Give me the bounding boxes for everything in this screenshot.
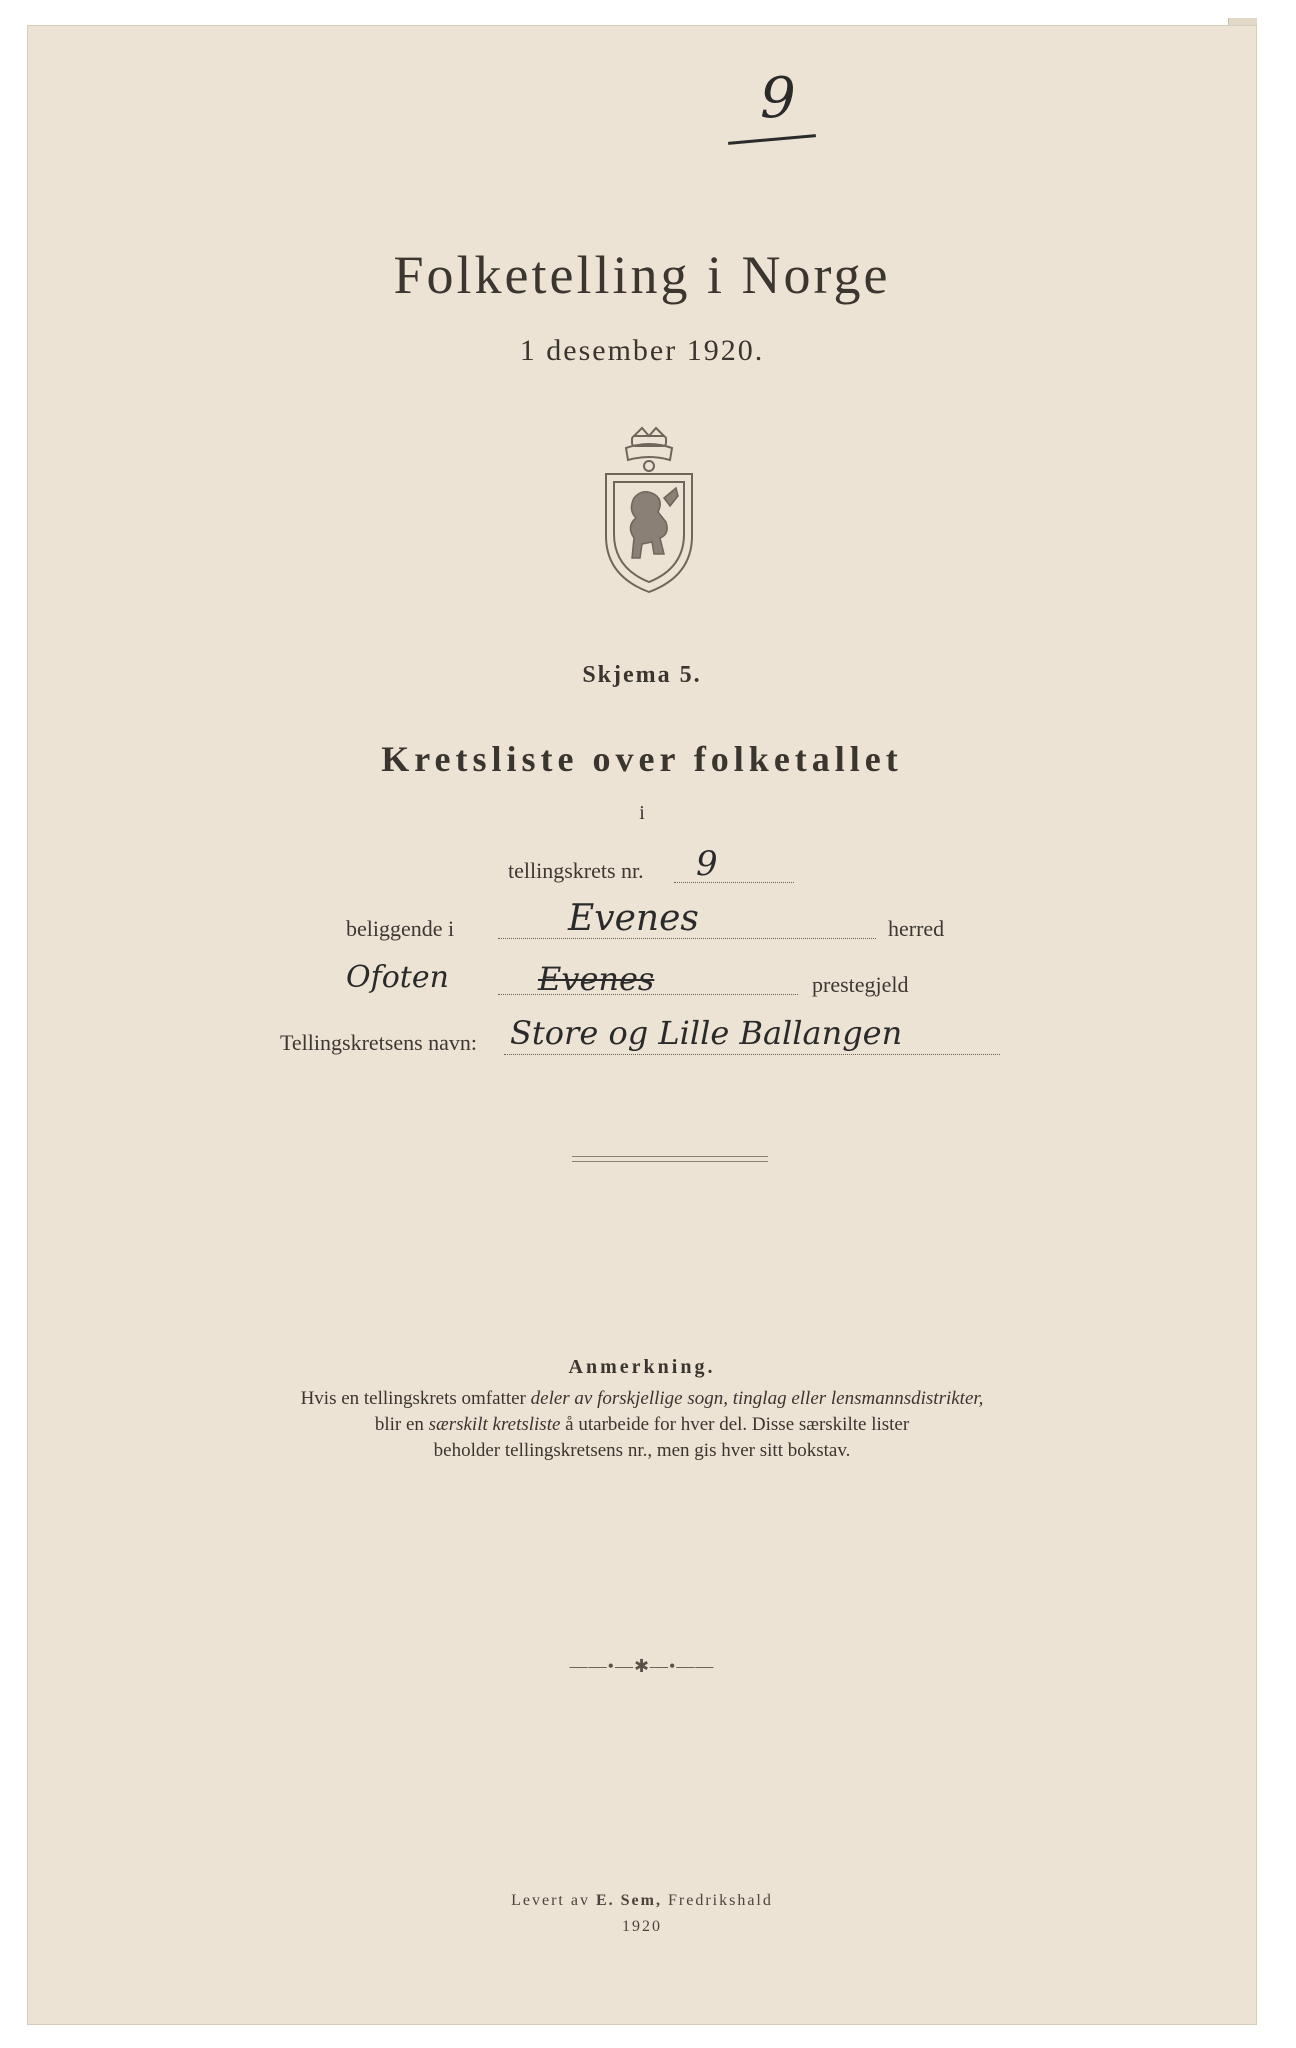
krets-name-label: Tellingskretsens navn: xyxy=(280,1030,478,1055)
norwegian-coat-of-arms-icon xyxy=(594,426,704,596)
census-date: 1 desember 1920. xyxy=(519,334,765,367)
krets-number-label: tellingskrets nr. xyxy=(508,858,644,883)
document-title: Folketelling i Norge xyxy=(393,245,891,305)
ornament-divider: ——•—✱—•—— xyxy=(569,1656,715,1676)
note-line-2 xyxy=(28,1412,1256,1438)
herred-value: Evenes xyxy=(568,898,699,939)
prestegjeld-prefix: Ofoten xyxy=(346,960,449,995)
note-line-1 xyxy=(28,1386,1256,1412)
printer-prefix: Levert av xyxy=(511,1892,596,1909)
note-line-3: beholder tellingskretsens nr., men gis hver sitt bokstav. xyxy=(433,1440,851,1461)
printer-place: Fredrikshald xyxy=(661,1892,773,1909)
printer-credit xyxy=(28,1892,1256,1910)
krets-number-value: 9 xyxy=(696,844,718,884)
schema-number: Skjema 5. xyxy=(582,662,702,688)
note-line-2-italic: særskilt kretsliste xyxy=(428,1414,561,1435)
handwritten-page-number: 9 xyxy=(760,66,796,131)
note-heading: Anmerkning. xyxy=(568,1356,716,1378)
note-line-1-plain: Hvis en tellingskrets omfatter xyxy=(300,1388,531,1409)
beliggende-label: beliggende i xyxy=(346,916,455,941)
note-line-2-plain-b: å utarbeide for hver del. Disse særskilte lister xyxy=(560,1414,910,1435)
krets-name-line xyxy=(504,1054,1000,1055)
krets-number-line xyxy=(674,882,794,883)
connector-i: i xyxy=(639,802,645,824)
printer-year: 1920 xyxy=(622,1918,662,1935)
prestegjeld-struck-value: Evenes xyxy=(538,960,655,998)
note-line-1-italic: deler av forskjellige sogn, tinglag eller lensmannsdistrikter, xyxy=(530,1388,984,1409)
census-form-page xyxy=(28,26,1256,2024)
section-divider xyxy=(572,1156,768,1162)
krets-name-value: Store og Lille Ballangen xyxy=(510,1014,903,1052)
note-line-2-plain-a: blir en xyxy=(374,1414,429,1435)
form-title: Kretsliste over folketallet xyxy=(381,739,903,779)
herred-label: herred xyxy=(888,916,945,941)
page-number-underline xyxy=(728,134,816,145)
printer-name: E. Sem, xyxy=(595,1892,662,1909)
prestegjeld-label: prestegjeld xyxy=(812,972,909,997)
